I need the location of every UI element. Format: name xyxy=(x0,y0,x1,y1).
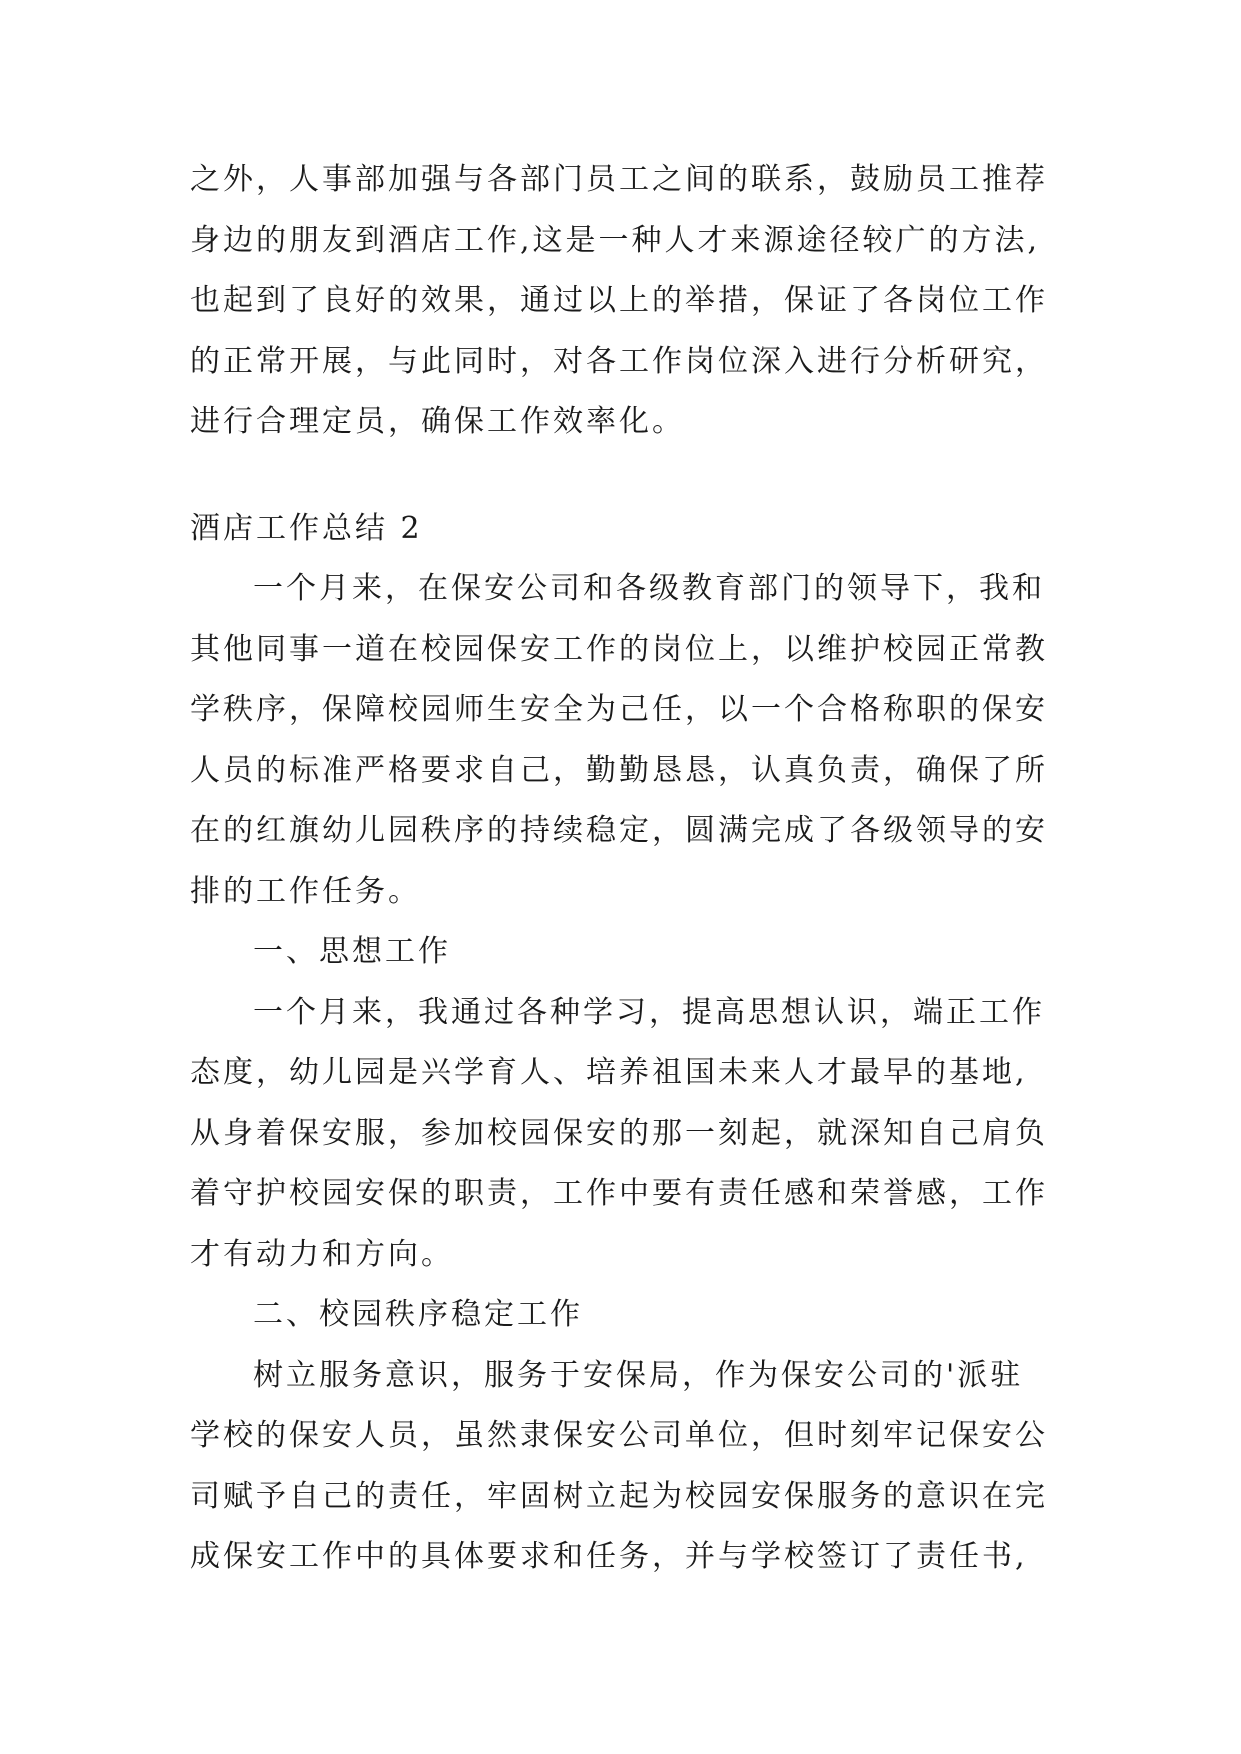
text-line: 之外，人事部加强与各部门员工之间的联系，鼓励员工推荐 xyxy=(190,162,1048,197)
text-line: 也起到了良好的效果，通过以上的举措，保证了各岗位工作 xyxy=(190,283,1048,318)
text-line: 进行合理定员，确保工作效率化。 xyxy=(190,404,685,439)
text-line: 成保安工作中的具体要求和任务，并与学校签订了责任书, xyxy=(190,1539,1028,1574)
text-line: 其他同事一道在校园保安工作的岗位上，以维护校园正常教 xyxy=(190,631,1048,667)
text-line: 人员的标准严格要求自己，勤勤恳恳，认真负责，确保了所 xyxy=(190,752,1048,788)
document-body xyxy=(190,150,1090,1588)
section-title: 酒店工作总结 2 xyxy=(190,510,423,546)
subheading-campus-order: 二、校园秩序稳定工作 xyxy=(253,1297,583,1332)
text-line: 才有动力和方向。 xyxy=(190,1236,454,1272)
text-line: 的正常开展，与此同时，对各工作岗位深入进行分析研究， xyxy=(190,343,1048,379)
text-line: 排的工作任务。 xyxy=(190,873,421,909)
text-line: 学秩序，保障校园师生安全为己任，以一个合格称职的保安 xyxy=(190,692,1048,727)
text-line: 司赋予自己的责任，牢固树立起为校园安保服务的意识在完 xyxy=(190,1478,1048,1514)
text-line: 在的红旗幼儿园秩序的持续稳定，圆满完成了各级领导的安 xyxy=(190,813,1048,848)
paragraph-first-line: 树立服务意识，服务于安保局，作为保安公司的'派驻 xyxy=(253,1357,1024,1393)
text-line: 着守护校园安保的职责，工作中要有责任感和荣誉感，工作 xyxy=(190,1176,1048,1211)
text-line: 学校的保安人员，虽然隶保安公司单位，但时刻牢记保安公 xyxy=(190,1418,1048,1453)
text-line: 态度，幼儿园是兴学育人、培养祖国未来人才最早的基地, xyxy=(190,1055,1028,1090)
text-line: 身边的朋友到酒店工作,这是一种人才来源途径较广的方法, xyxy=(190,222,1041,258)
paragraph-first-line: 一个月来，在保安公司和各级教育部门的领导下，我和 xyxy=(253,571,1045,606)
paragraph-first-line: 一个月来，我通过各种学习，提高思想认识，端正工作 xyxy=(253,994,1045,1030)
subheading-thought-work: 一、思想工作 xyxy=(253,934,451,969)
text-line: 从身着保安服，参加校园保安的那一刻起，就深知自己肩负 xyxy=(190,1115,1048,1151)
